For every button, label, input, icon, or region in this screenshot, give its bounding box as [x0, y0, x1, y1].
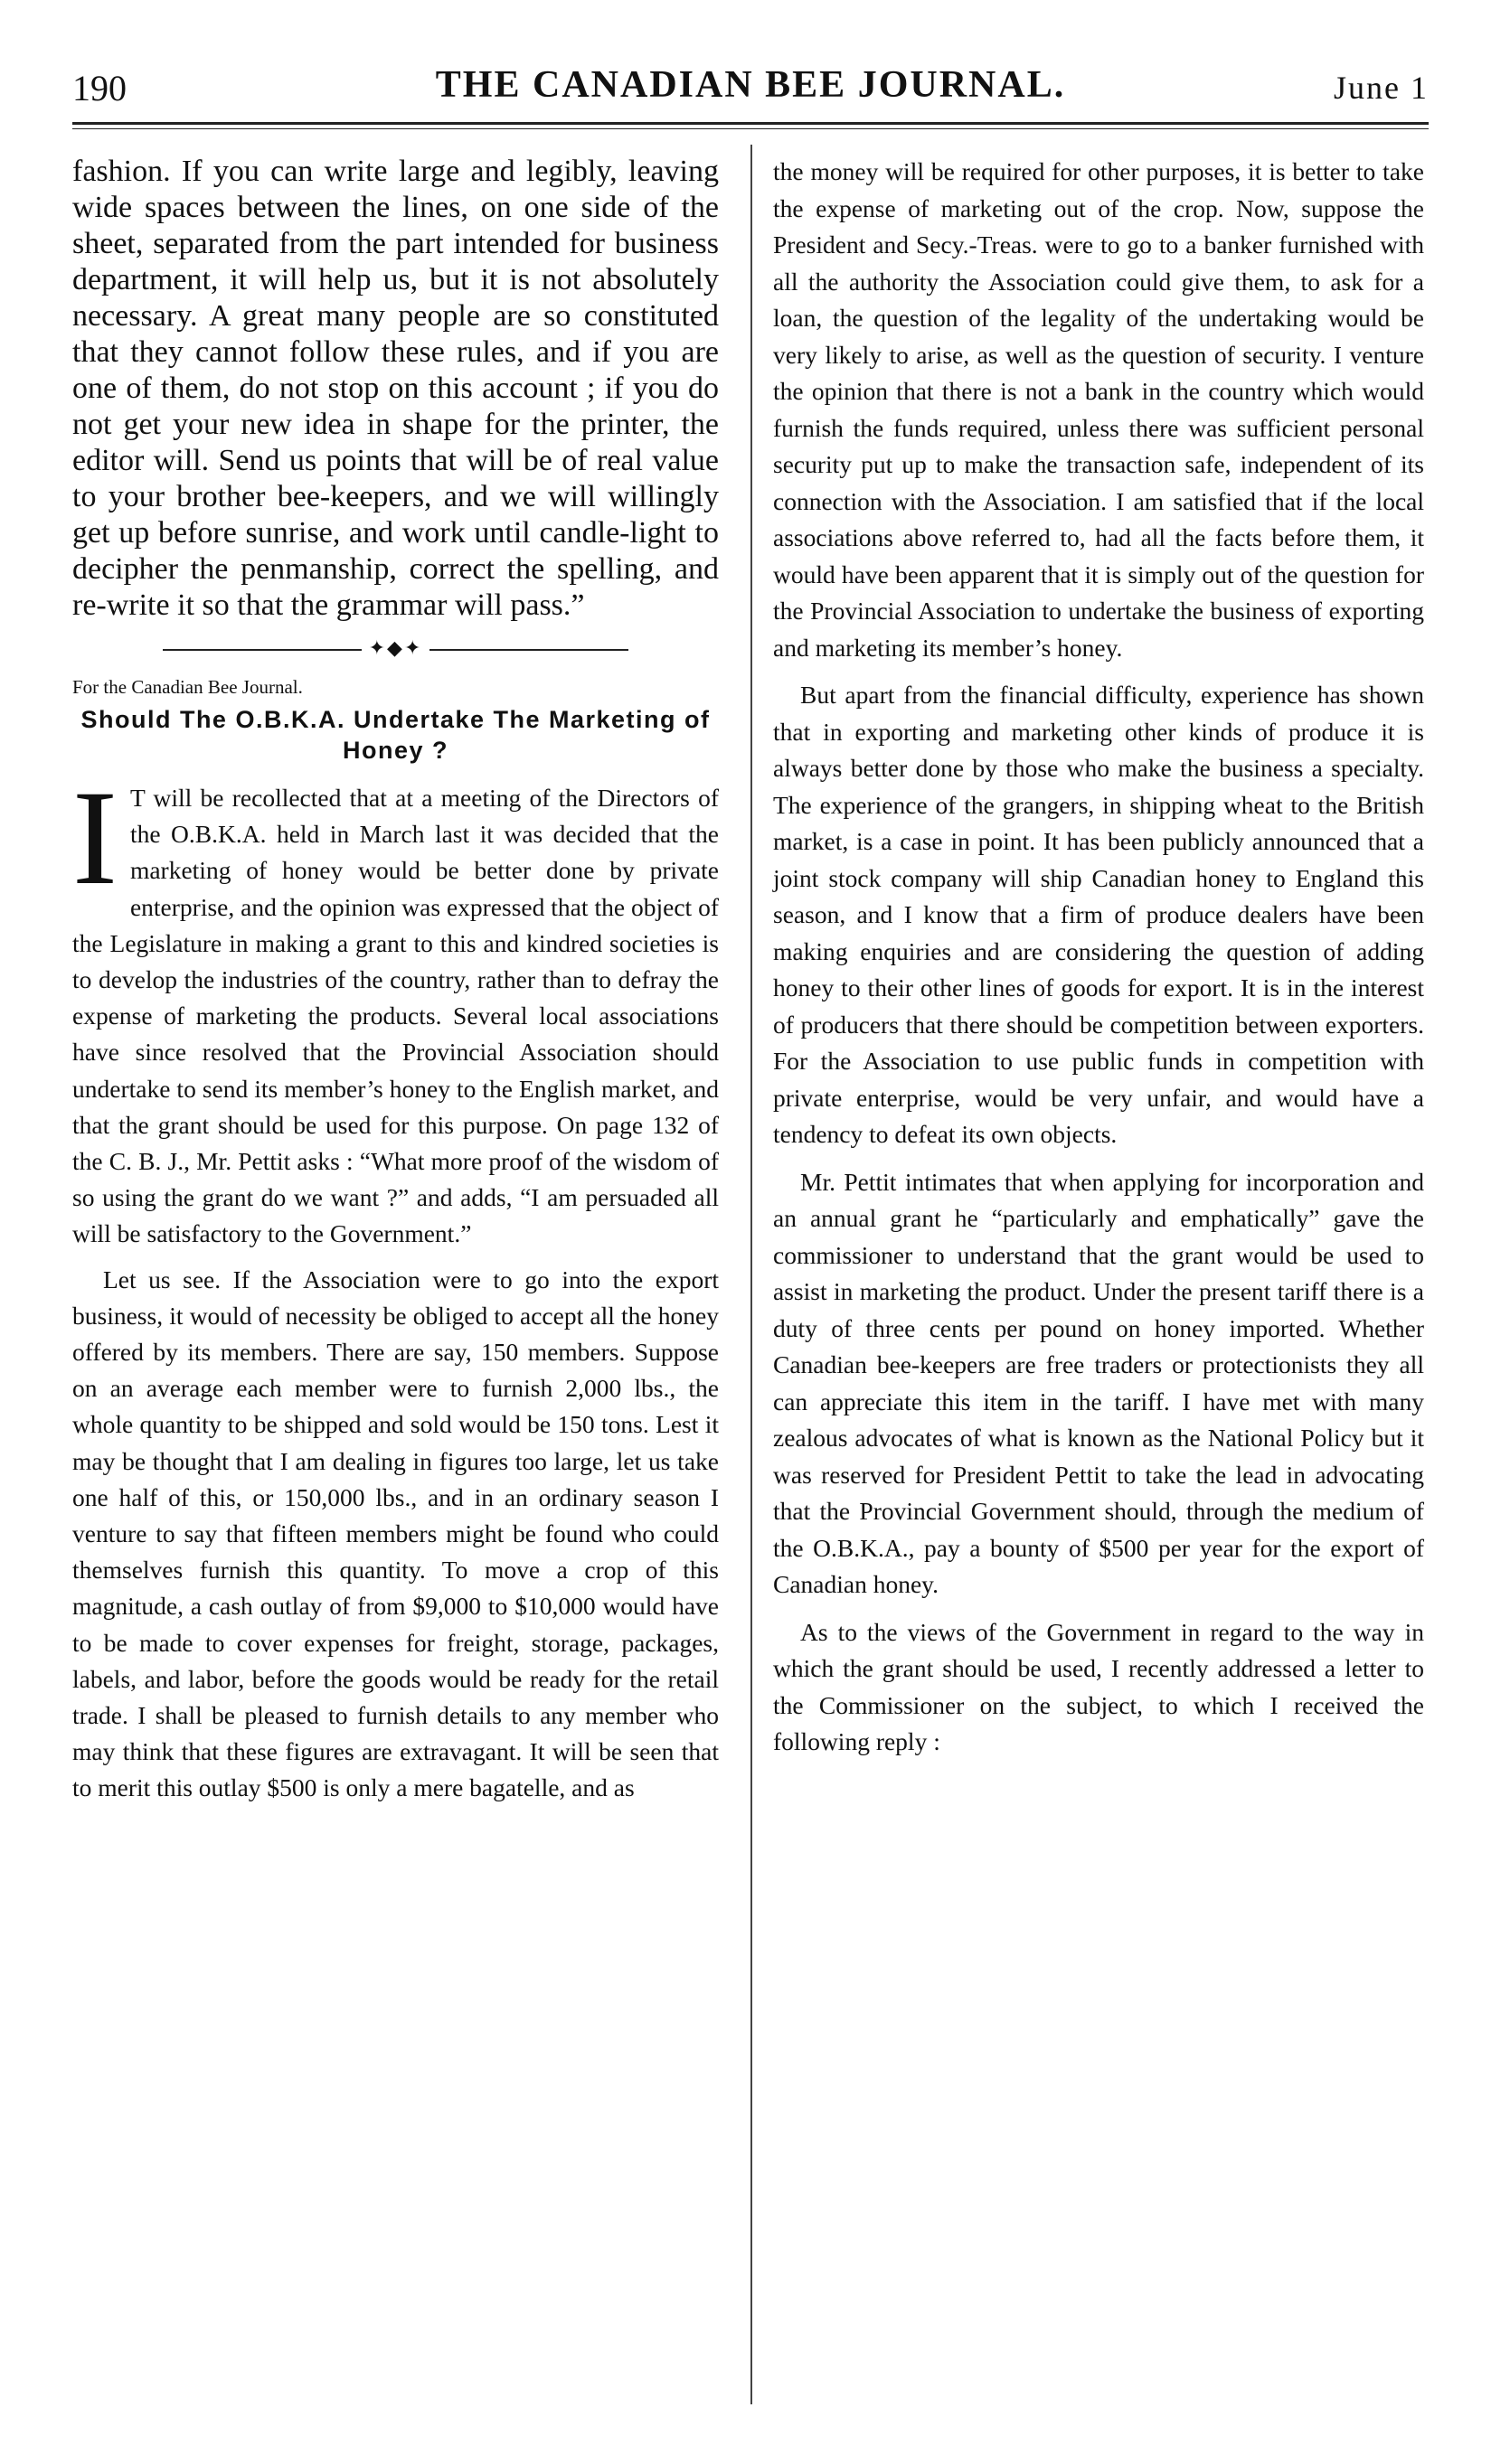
right-column — [773, 154, 1424, 1761]
article-paragraph-text: T will be recollected that at a meeting of the Directors of the O.B.K.A. held in March last it was decided that the marketing of honey would be better done by private enterprise, and the opinion was expressed that the object of the Legislature in making a grant to this and kindred societies is to develop the industries of the country, rather than to defray the expense of marketing the products. Several local associations have since resolved that the Provincial Association should undertake to send its member’s honey to the English market, and that the grant should be used for this purpose. On page 132 of the C. B. J., Mr. Pettit asks : “What more proof of the wisdom of so using the grant do we want ?” and adds, “I am persuaded all will be satisfactory to the Government.” — [72, 784, 719, 1248]
article-title: Should The O.B.K.A. Undertake The Marketing of Honey ? — [80, 706, 711, 764]
article-paragraph: But apart from the financial difficulty, experience has shown that in exporting and marketing other kinds of produce it is always better done by those who make the business a specialty. The experience of the grangers, in shipping wheat to the British market, is a case in point. It has been publicly announced that a joint stock company will ship Canadian honey to England this season, and I know that a firm of produce dealers have been making enquiries and are considering the question of adding honey to their other lines of goods for export. It is in the interest of producers that there should be competition between exporters. For the Association to use public funds in competition with private enterprise, would be very unfair, and would have a tendency to defeat its own objects. — [773, 681, 1424, 1148]
page-number: 190 — [72, 68, 127, 108]
drop-cap: I — [72, 763, 118, 913]
article-byline: For the Canadian Bee Journal. — [72, 676, 303, 698]
journal-page — [72, 54, 1429, 2422]
column-divider — [750, 145, 752, 2404]
left-column — [72, 154, 719, 1807]
ornament-line — [429, 649, 628, 651]
continued-paragraph: fashion. If you can write large and legibly, leaving wide spaces between the lines, on one side of the sheet, separated from the part intended for business department, it will help us, but it is not absolutely necessary. A great many people are so constituted that they cannot follow these rules, and if you are one of them, do not stop on this account ; if you do not get your new idea in shape for the printer, the editor will. Send us points that will be of real value to your brother bee-keepers, and we will willingly get up before sunrise, and work until candle-light to decipher the penmanship, correct the spelling, and re-write it so that the grammar will pass.” — [72, 155, 719, 622]
ornament-line — [163, 649, 362, 651]
article-paragraph: Mr. Pettit intimates that when applying for incorporation and an annual grant he “particularly and emphatically” gave the commissioner to understand that the grant would be used to assist in marketing the product. Under the present tariff there is a duty of three cents per pound on honey imported. Whether Canadian bee-keepers are free traders or protectionists they all can appreciate this item in the tariff. I have met with many zealous advocates of what is known as the National Policy but it was reserved for President Pettit to take the lead in advocating that the Provincial Government should, through the medium of the O.B.K.A., pay a bounty of $500 per year for the export of Canadian honey. — [773, 1167, 1424, 1598]
issue-date: June 1 — [1334, 70, 1429, 106]
section-ornament — [72, 636, 719, 660]
article-paragraph: Let us see. If the Association were to go into the export business, it would of necessity be obliged to accept all the honey offered by its members. There are say, 150 members. Suppose on an average each member were to furnish 2,000 lbs., the whole quantity to be shipped and sold would be 150 tons. Lest it may be thought that I am dealing in figures too large, let us take one half of this, or 150,000 lbs., and in an ordinary season I venture to say that fifteen members might be found who could themselves furnish this quantity. To move a crop of this magnitude, a cash outlay of from $9,000 to $10,000 would have to be made to cover expenses for freight, storage, packages, labels, and labor, before the goods would be ready for the retail trade. I shall be pleased to furnish details to any member who may think that these figures are extravagant. It will be seen that to merit this outlay $500 is only a mere bagatelle, and as — [72, 1265, 719, 1802]
article-paragraph: As to the views of the Government in regard to the way in which the grant should be used, I recently addressed a letter to the Commissioner on the subject, to which I received the following reply : — [773, 1617, 1424, 1755]
running-header — [72, 63, 1429, 127]
article-paragraph: the money will be required for other purposes, it is better to take the expense of marketing out of the crop. Now, suppose the President and Secy.-Treas. were to go to a banker furnished with all the authority the Association could give them, to ask for a loan, the question of the legality of the undertaking would be very likely to arise, as well as the question of security. I venture the opinion that there is not a bank in the country which would furnish the funds required, unless there was sufficient personal security put up to make the transaction safe, independent of its connection with the Association. I am satisfied that if the local associations above referred to, had all the facts before them, it would have been apparent that it is simply out of the question for the Provincial Association to undertake the business of exporting and marketing its member’s honey. — [773, 157, 1424, 662]
journal-title: THE CANADIAN BEE JOURNAL. — [435, 64, 1066, 106]
header-rule — [72, 122, 1429, 125]
ornament-glyph: ✦◆✦ — [368, 636, 423, 659]
header-rule-thin — [72, 128, 1429, 129]
article-paragraph — [72, 763, 719, 1253]
